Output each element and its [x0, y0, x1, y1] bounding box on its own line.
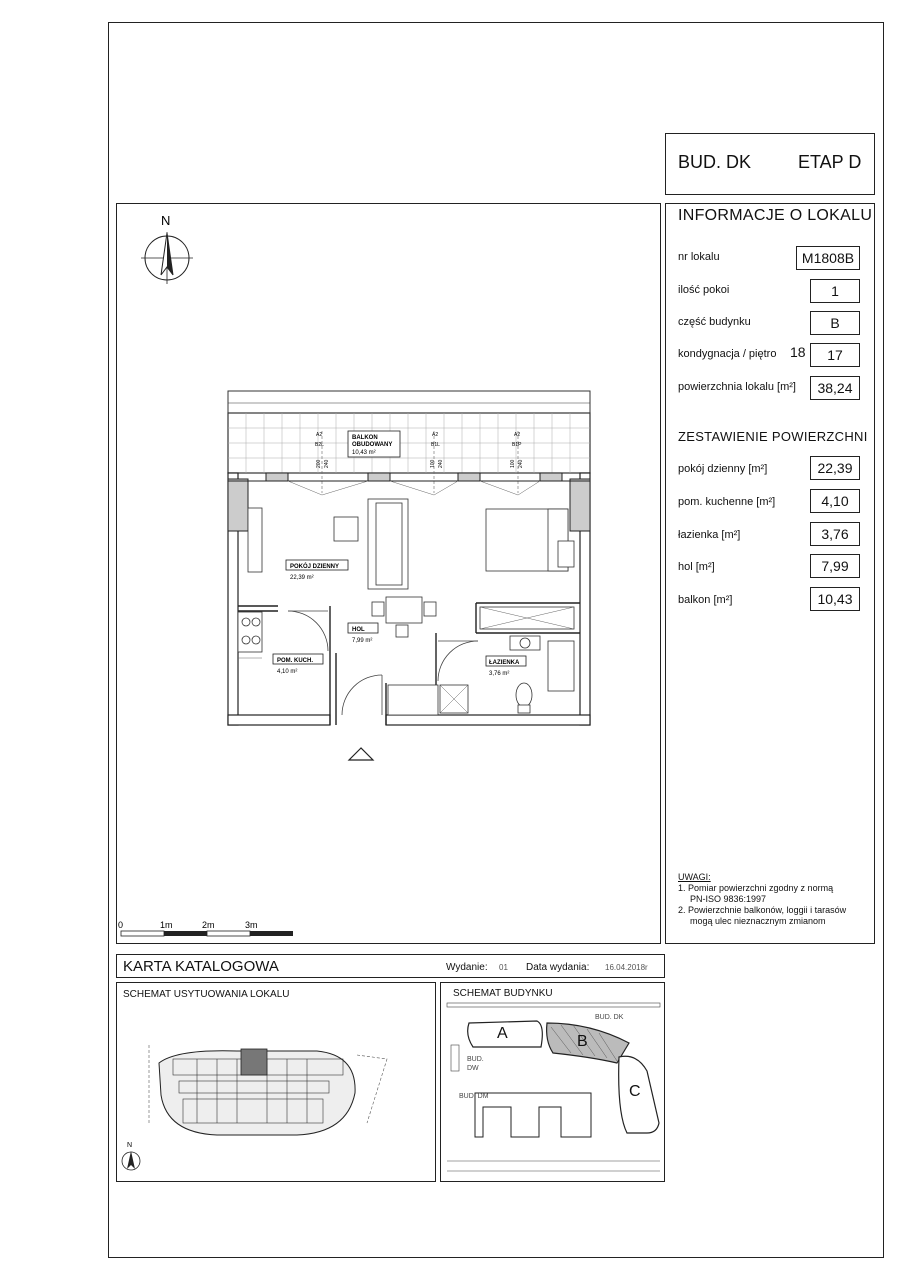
living-room-area: 22,39 m²	[290, 575, 314, 581]
area-item-label: pokój dzienny [m²]	[678, 463, 768, 475]
unit-no-value: M1808B	[796, 246, 860, 270]
window-tag: A2	[316, 432, 323, 438]
balcony-name: BALKON	[352, 435, 378, 441]
bud-dw-label: DW	[467, 1065, 479, 1072]
scale-label: 0	[118, 920, 124, 930]
note-line: PN-ISO 9836:1997	[690, 894, 767, 904]
living-room-name: POKÓJ DZIENNY	[290, 564, 340, 570]
window-tag: B1L	[431, 442, 440, 448]
floor-label: kondygnacja / piętro	[678, 348, 777, 360]
bathroom-area: 3,76 m²	[489, 671, 510, 677]
unit-no-label: nr lokalu	[678, 251, 720, 263]
scale-bar	[121, 931, 293, 936]
catalog-title: KARTA KATALOGOWA	[123, 958, 279, 975]
window-dim: 100	[510, 459, 516, 468]
unit-location-drawing	[117, 983, 437, 1183]
building-schema	[440, 982, 665, 1182]
bud-dm-label: BUD. DM	[459, 1093, 489, 1100]
stage-name: ETAP D	[798, 152, 862, 172]
area-item-value: 4,10	[810, 489, 860, 513]
info-title: INFORMACJE O LOKALU	[678, 207, 873, 224]
floor-value: 17	[810, 343, 860, 367]
kitchen-name: POM. KUCH.	[277, 658, 313, 664]
bathroom-name: ŁAZIENKA	[489, 660, 520, 666]
window-tag: A2	[514, 432, 521, 438]
notes-title: UWAGI:	[678, 872, 711, 882]
building-a-label: A	[497, 1025, 508, 1042]
area-item-label: łazienka [m²]	[678, 529, 741, 541]
building-c-label: C	[629, 1083, 641, 1100]
window-tag: A2	[432, 432, 439, 438]
unit-location-schema	[116, 982, 436, 1182]
window-dim: 240	[438, 459, 444, 468]
note-line: mogą ulec nieznacznym zmianom	[690, 916, 826, 926]
edition-value: 01	[499, 963, 508, 972]
area-item-label: balkon [m²]	[678, 594, 733, 606]
window-dim: 200	[316, 459, 322, 468]
north-arrow-icon	[122, 1151, 140, 1170]
unit-location-title: SCHEMAT USYTUOWANIA LOKALU	[123, 989, 290, 1000]
balcony-name: OBUDOWANY	[352, 442, 393, 448]
area-item-value: 22,39	[810, 456, 860, 480]
storey-value: 18	[790, 344, 806, 360]
floor-plan	[116, 203, 661, 944]
building-b-label: B	[577, 1033, 588, 1050]
areas-title: ZESTAWIENIE POWIERZCHNI	[678, 429, 868, 444]
window-tag: B2L	[315, 442, 324, 448]
entrance-marker-icon	[349, 748, 373, 760]
area-item-value: 3,76	[810, 522, 860, 546]
bud-dw-label: BUD.	[467, 1056, 484, 1063]
scale-label: 3m	[245, 920, 258, 930]
scale-label: 2m	[202, 920, 215, 930]
building-name: BUD. DK	[678, 152, 752, 172]
area-value: 38,24	[810, 376, 860, 400]
north-label: N	[127, 1142, 133, 1149]
balcony-area: 10,43 m²	[352, 450, 376, 456]
date-label: Data wydania:	[526, 962, 590, 973]
window-dim: 100	[430, 459, 436, 468]
north-arrow-icon	[141, 232, 193, 284]
building-header	[665, 133, 875, 195]
hall-name: HOL	[352, 627, 365, 633]
area-item-label: pom. kuchenne [m²]	[678, 496, 776, 508]
rooms-value: 1	[810, 279, 860, 303]
note-line: 1. Pomiar powierzchni zgodny z normą	[678, 883, 834, 893]
edition-label: Wydanie:	[446, 962, 488, 973]
window-tag: B1P	[512, 442, 522, 448]
area-label: powierzchnia lokalu [m²]	[678, 381, 796, 393]
area-item-label: hol [m²]	[678, 561, 715, 573]
bud-dk-label: BUD. DK	[595, 1014, 624, 1021]
rooms-label: ilość pokoi	[678, 284, 730, 296]
hall-area: 7,99 m²	[352, 638, 373, 644]
part-label: część budynku	[678, 316, 751, 328]
window-dim: 240	[518, 459, 524, 468]
building-schema-title: SCHEMAT BUDYNKU	[453, 988, 553, 999]
north-label: N	[161, 213, 171, 228]
scale-label: 1m	[160, 920, 173, 930]
area-item-value: 7,99	[810, 554, 860, 578]
kitchen-area: 4,10 m²	[277, 669, 298, 675]
date-value: 16.04.2018r	[605, 963, 648, 972]
catalog-footer	[116, 954, 665, 978]
window-dim: 240	[324, 459, 330, 468]
area-item-value: 10,43	[810, 587, 860, 611]
info-panel	[665, 203, 875, 944]
part-value: B	[810, 311, 860, 335]
note-line: 2. Powierzchnie balkonów, loggii i tarasów	[678, 905, 847, 915]
